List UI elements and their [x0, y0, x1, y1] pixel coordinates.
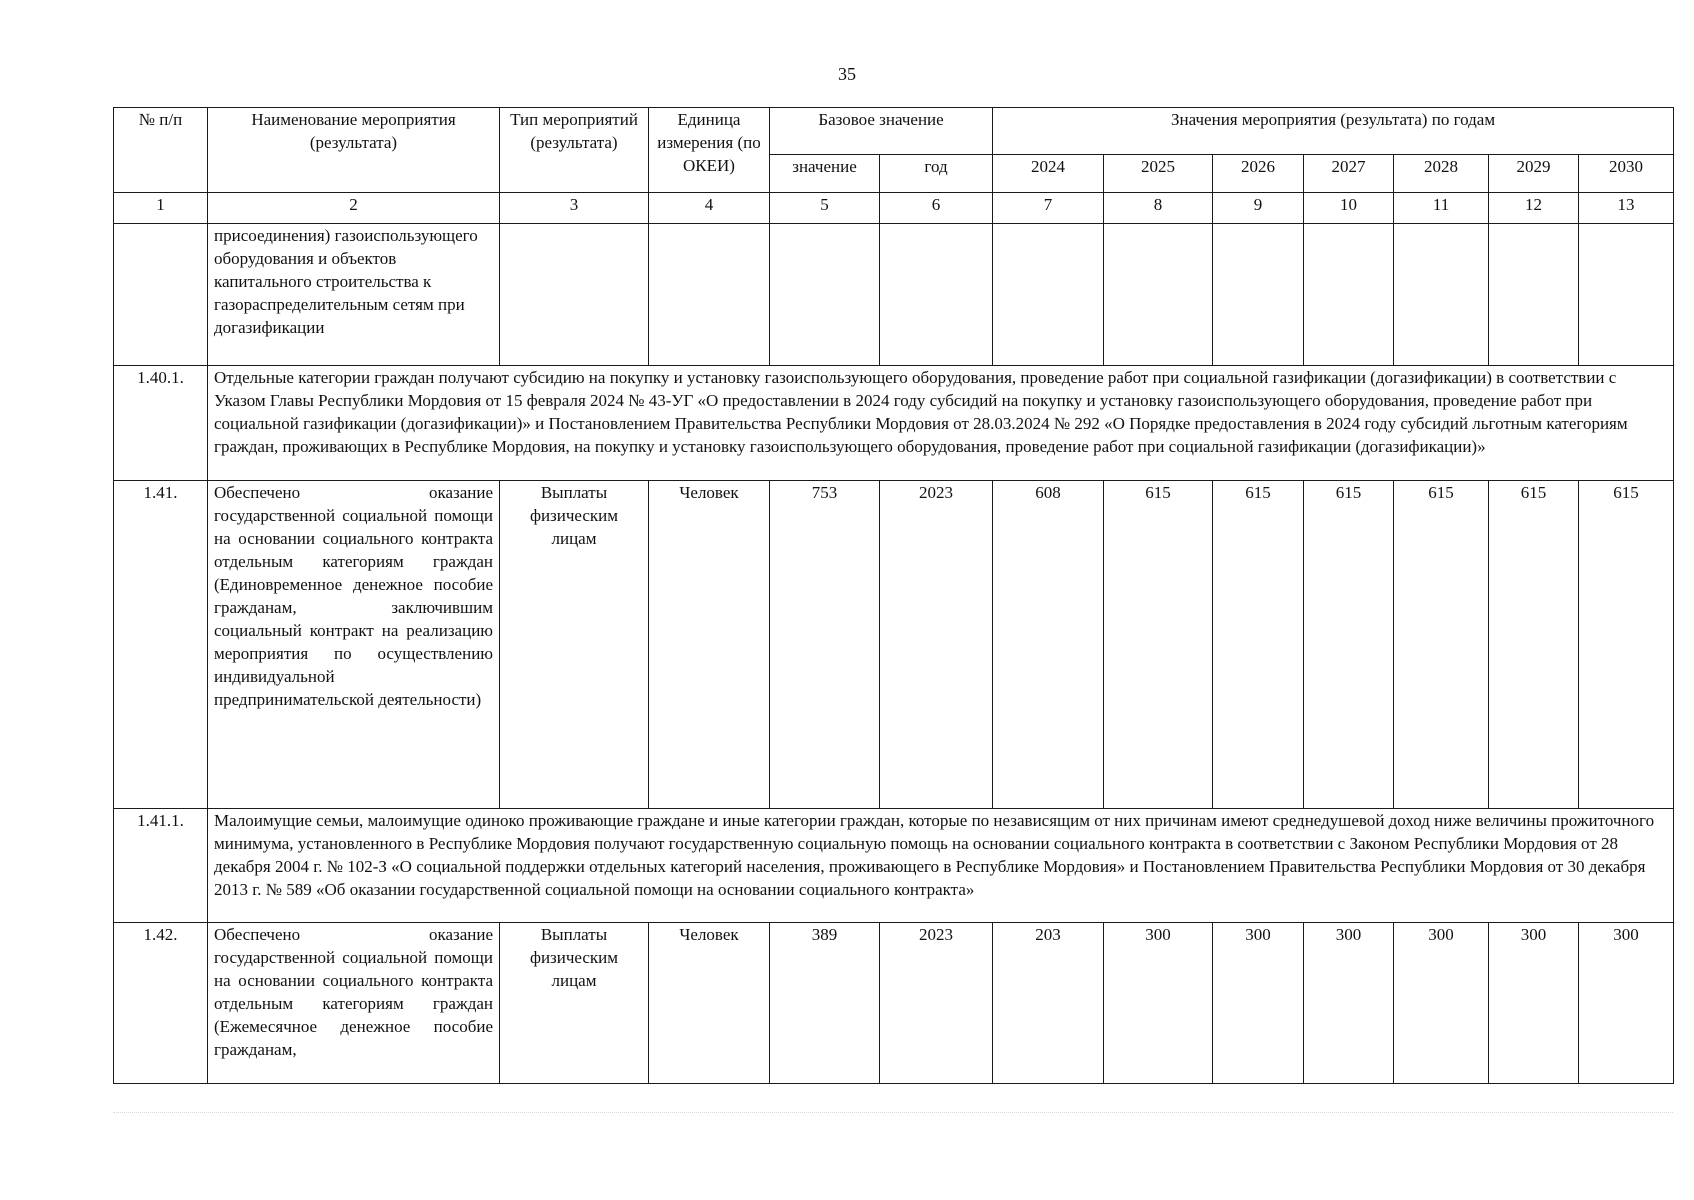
cell-year-value: 300 — [1394, 923, 1489, 1084]
table-row-continuation — [114, 224, 1674, 366]
cell-base-year: 2023 — [880, 923, 993, 1084]
cell-year-value — [1489, 224, 1579, 366]
cell-year-value: 203 — [993, 923, 1104, 1084]
cell-year-value: 615 — [1213, 481, 1304, 809]
column-number-row — [114, 193, 1674, 224]
cell-description: Отдельные категории граждан получают субсидию на покупку и установку газоиспользующего оборудования, проведение работ при социальной газификации (догазификации) в соответствии с Указом Главы Республики Мордовия от 15 февраля 2024 № 43-УГ «О предоставлении в 2024 году субсидий на покупку и установку газоиспользующего оборудования, проведение работ при социальной газификации (догазификации)» и Постановлением Правительства Республики Мордовия от 28.03.2024 № 292 «О Порядке предоставления в 2024 году субсидий льготным категориям граждан, проживающих в Республике Мордовия, на покупку и установку газоиспользующего оборудования, проведение работ при социальной газификации (догазификации)» — [208, 366, 1674, 481]
cell-year-value: 615 — [1394, 481, 1489, 809]
header-type: Тип мероприятий (результата) — [500, 108, 649, 193]
column-number: 12 — [1489, 193, 1579, 224]
cell-type: Выплаты физическим лицам — [500, 923, 649, 1084]
header-years: Значения мероприятия (результата) по годам — [993, 108, 1674, 155]
cell-base-value: 753 — [770, 481, 880, 809]
header-year: 2026 — [1213, 155, 1304, 193]
header-num: № п/п — [114, 108, 208, 193]
header-row-top — [114, 108, 1674, 155]
table-row-1-41 — [114, 481, 1674, 809]
header-year: 2030 — [1579, 155, 1674, 193]
cell-base-year: 2023 — [880, 481, 993, 809]
cell-year-value: 608 — [993, 481, 1104, 809]
cell-unit: Человек — [649, 923, 770, 1084]
column-number: 7 — [993, 193, 1104, 224]
cell-year-value: 615 — [1579, 481, 1674, 809]
column-number: 4 — [649, 193, 770, 224]
cell-year-value — [1579, 224, 1674, 366]
page-number: 35 — [838, 64, 856, 84]
table-row-1-42 — [114, 923, 1674, 1084]
cell-unit: Человек — [649, 481, 770, 809]
header-name: Наименование мероприятия (результата) — [208, 108, 500, 193]
column-number: 3 — [500, 193, 649, 224]
cell-year-value: 300 — [1489, 923, 1579, 1084]
header-base-value: значение — [770, 155, 880, 193]
column-number: 1 — [114, 193, 208, 224]
cell-year-value — [1394, 224, 1489, 366]
column-number: 10 — [1304, 193, 1394, 224]
header-year: 2028 — [1394, 155, 1489, 193]
header-year: 2029 — [1489, 155, 1579, 193]
column-number: 5 — [770, 193, 880, 224]
cell-year-value: 615 — [1489, 481, 1579, 809]
cell-year-value: 615 — [1104, 481, 1213, 809]
cell-year-value: 300 — [1304, 923, 1394, 1084]
cell-base-value — [770, 224, 880, 366]
measures-table — [113, 107, 1674, 1084]
cell-description: Малоимущие семьи, малоимущие одиноко проживающие граждане и иные категории граждан, которые по независящим от них причинам имеют среднедушевой доход ниже величины прожиточного минимума, установленного в Республике Мордовия получают государственную социальную помощь на основании социального контракта в соответствии с Законом Республики Мордовия от 28 декабря 2004 г. № 102-З «О социальной поддержки отдельных категорий населения, проживающего в Республике Мордовия» и Постановлением Правительства Республики Мордовия от 30 декабря 2013 г. № 589 «Об оказании государственной социальной помощи на основании социального контракта» — [208, 809, 1674, 923]
cell-num: 1.42. — [114, 923, 208, 1084]
cell-name: Обеспечено оказание государственной социальной помощи на основании социального контракта отдельным категориям граждан (Ежемесячное денежное пособие гражданам, — [208, 923, 500, 1084]
table-row-1-41-1 — [114, 809, 1674, 923]
cell-year-value — [1304, 224, 1394, 366]
column-number: 11 — [1394, 193, 1489, 224]
cell-year-value — [1104, 224, 1213, 366]
cell-num: 1.40.1. — [114, 366, 208, 481]
scan-noise-line — [113, 1112, 1673, 1115]
cell-type: Выплаты физическим лицам — [500, 481, 649, 809]
header-year: 2024 — [993, 155, 1104, 193]
cell-year-value — [1213, 224, 1304, 366]
column-number: 8 — [1104, 193, 1213, 224]
cell-num: 1.41. — [114, 481, 208, 809]
cell-year-value: 300 — [1213, 923, 1304, 1084]
cell-name: Обеспечено оказание государственной социальной помощи на основании социального контракта отдельным категориям граждан (Единовременное денежное пособие гражданам, заключившим социальный контракт на реализацию мероприятия по осуществлению индивидуальной предпринимательской деятельности) — [208, 481, 500, 809]
cell-type — [500, 224, 649, 366]
header-year: 2025 — [1104, 155, 1213, 193]
cell-num: 1.41.1. — [114, 809, 208, 923]
cell-base-year — [880, 224, 993, 366]
header-base-year: год — [880, 155, 993, 193]
column-number: 2 — [208, 193, 500, 224]
cell-year-value: 300 — [1579, 923, 1674, 1084]
column-number: 9 — [1213, 193, 1304, 224]
cell-year-value: 615 — [1304, 481, 1394, 809]
header-unit: Единица измерения (по ОКЕИ) — [649, 108, 770, 193]
cell-base-value: 389 — [770, 923, 880, 1084]
cell-year-value — [993, 224, 1104, 366]
column-number: 13 — [1579, 193, 1674, 224]
cell-unit — [649, 224, 770, 366]
cell-name: присоединения) газоиспользующего оборудования и объектов капитального строительства к газораспределительным сетям при догазификации — [208, 224, 500, 366]
table-row-1-40-1 — [114, 366, 1674, 481]
column-number: 6 — [880, 193, 993, 224]
header-year: 2027 — [1304, 155, 1394, 193]
header-base: Базовое значение — [770, 108, 993, 155]
cell-year-value: 300 — [1104, 923, 1213, 1084]
cell-num — [114, 224, 208, 366]
